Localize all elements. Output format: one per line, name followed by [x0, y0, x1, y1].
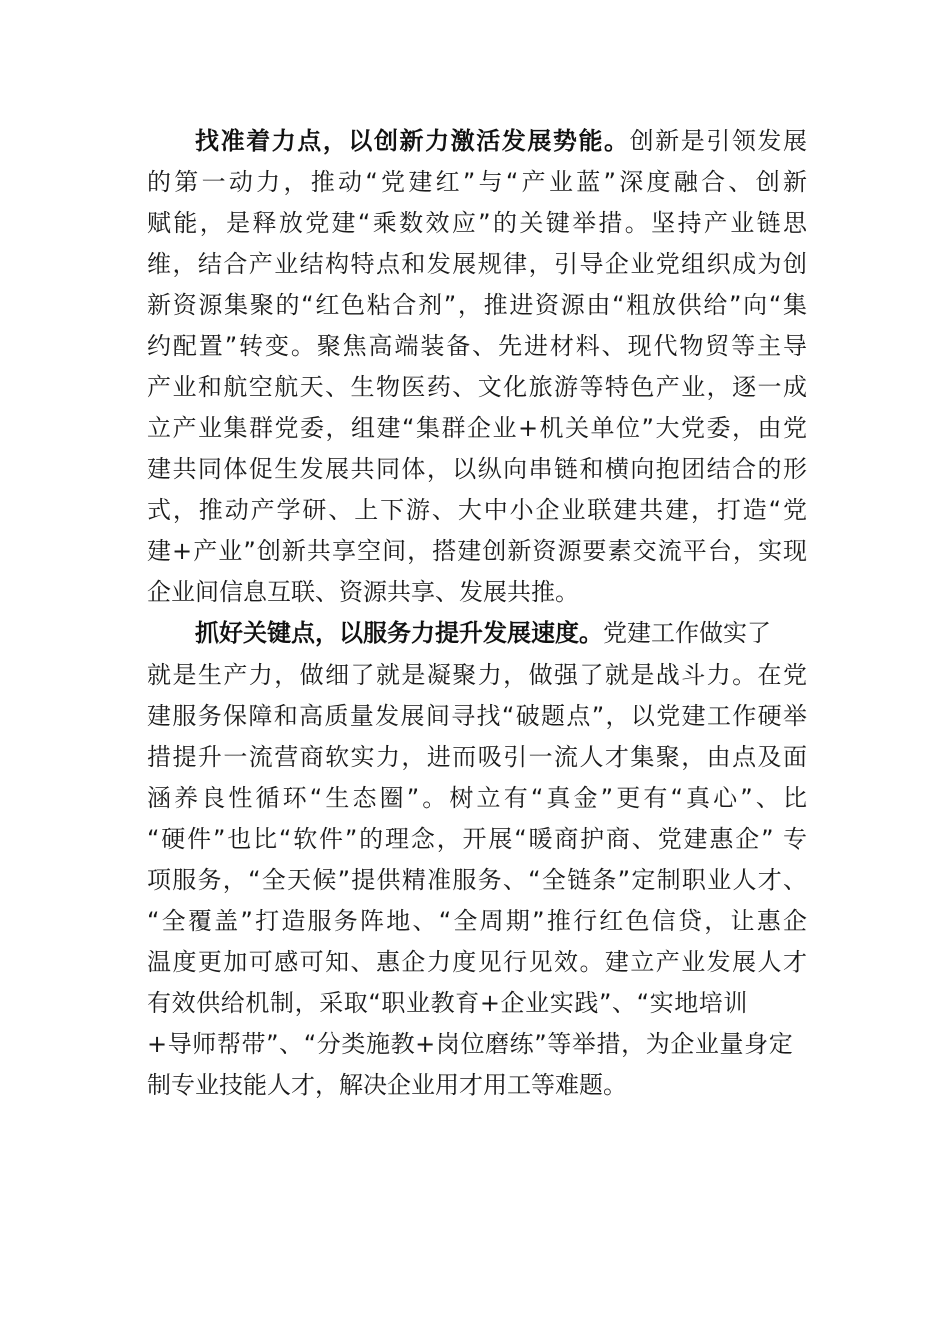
paragraph-1-line-8: 立产业集群党委，组建“集群企业+机关单位”大党委，由党 [147, 414, 807, 442]
paragraph-2-line-5: 涵养良性循环“生态圈”。树立有“真金”更有“真心”、比 [147, 784, 807, 812]
paragraph-1-line-1 [195, 121, 807, 161]
paragraph-2-line-3: 建服务保障和高质量发展间寻找“破题点”，以党建工作硬举 [147, 702, 807, 730]
paragraph-2-text: 党建工作做实了 [603, 619, 771, 647]
paragraph-1-line-3: 赋能，是释放党建“乘数效应”的关键举措。坚持产业链思 [147, 209, 807, 237]
paragraph-1-line-12: 企业间信息互联、资源共享、发展共推。 [147, 578, 579, 606]
paragraph-1-line-6: 约配置”转变。聚焦高端装备、先进材料、现代物贸等主导 [147, 332, 807, 360]
paragraph-1-line-11: 建+产业”创新共享空间，搭建创新资源要素交流平台，实现 [147, 537, 807, 565]
paragraph-2-line-4: 措提升一流营商软实力，进而吸引一流人才集聚，由点及面 [147, 743, 807, 771]
paragraph-1-line-5: 新资源集聚的“红色粘合剂”，推进资源由“粗放供给”向“集 [147, 291, 807, 319]
paragraph-2-line-11: +导师帮带”、“分类施教+岗位磨练”等举措，为企业量身定 [147, 1030, 794, 1058]
paragraph-2-line-8: “全覆盖”打造服务阵地、“全周期”推行红色信贷，让惠企 [147, 907, 807, 935]
paragraph-2-line-6: “硬件”也比“软件”的理念，开展“暖商护商、党建惠企” 专 [147, 825, 807, 853]
paragraph-1-heading: 找准着力点，以创新力激活发展势能。 [195, 127, 630, 155]
paragraph-1-line-2: 的第一动力，推动“党建红”与“产业蓝”深度融合、创新 [147, 168, 807, 196]
paragraph-1-line-10: 式，推动产学研、上下游、大中小企业联建共建，打造“党 [147, 496, 807, 524]
paragraph-2-heading: 抓好关键点，以服务力提升发展速度。 [195, 619, 603, 647]
paragraph-2-line-2: 就是生产力，做细了就是凝聚力，做强了就是战斗力。在党 [147, 661, 807, 689]
paragraph-2-line-7: 项服务，“全天候”提供精准服务、“全链条”定制职业人才、 [147, 866, 807, 894]
paragraph-1-line-9: 建共同体促生发展共同体，以纵向串链和横向抱团结合的形 [147, 455, 807, 483]
paragraph-1-line-4: 维，结合产业结构特点和发展规律，引导企业党组织成为创 [147, 250, 807, 278]
paragraph-1-text: 创新是引领发展 [629, 127, 808, 155]
paragraph-2-line-12: 制专业技能人才，解决企业用才用工等难题。 [147, 1071, 627, 1099]
paragraph-2-line-1 [195, 613, 775, 653]
paragraph-1-line-7: 产业和航空航天、生物医药、文化旅游等特色产业，逐一成 [147, 373, 807, 401]
paragraph-2-line-10: 有效供给机制，采取“职业教育+企业实践”、“实地培训 [147, 989, 749, 1017]
paragraph-2-line-9: 温度更加可感可知、惠企力度见行见效。建立产业发展人才 [147, 948, 807, 976]
